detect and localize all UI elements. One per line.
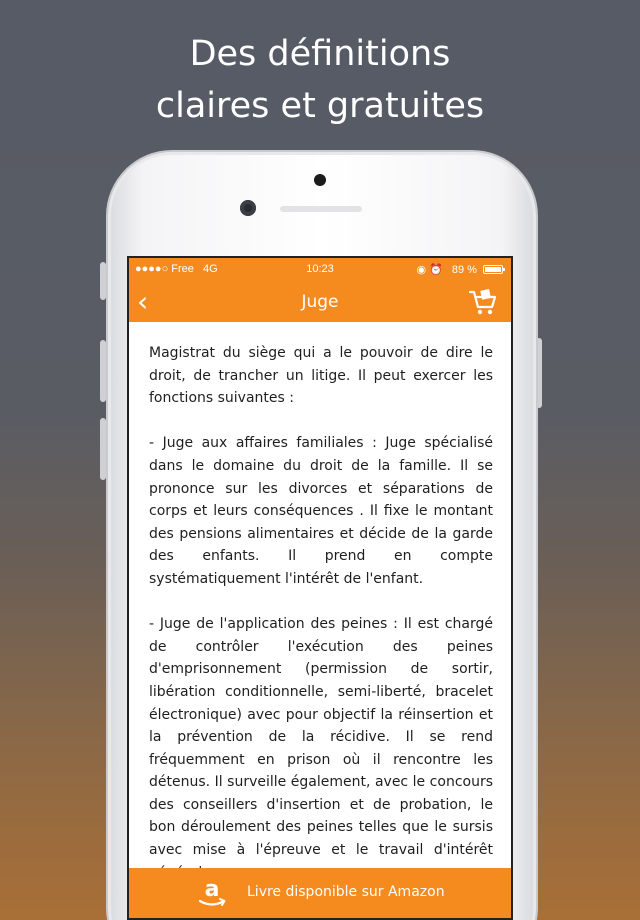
status-time: 10:23 [306, 263, 334, 275]
amazon-button[interactable] [129, 868, 511, 918]
chevron-left-icon[interactable]: ‹ [137, 285, 149, 318]
network-type: 4G [202, 263, 218, 275]
app-screen [127, 256, 513, 920]
headline-line-1: Des définitions [189, 34, 451, 74]
location-alarm-icon: ◉ ⏰ [416, 264, 443, 276]
status-right [416, 263, 503, 276]
status-bar [129, 258, 511, 282]
volume-down-button [100, 418, 106, 480]
definition-text [149, 342, 493, 907]
definition-paragraph-2: - Juge aux affaires familiales : Juge spécialisé dans le domaine du droit de la famille. Il se prononce sur les divorces et séparations de corps et leurs conséquences . Il fixe le montant des pensions alimentaires et décide de la garde des enfants. Il prend en compte systématiquement l'intérêt de l'enfant. [149, 435, 493, 587]
shopping-cart-icon[interactable] [469, 288, 497, 316]
mute-switch [100, 262, 106, 300]
page-title: Juge [301, 292, 339, 312]
volume-up-button [100, 340, 106, 402]
earpiece-speaker [280, 206, 362, 212]
headline [0, 28, 640, 132]
amazon-button-label: Livre disponible sur Amazon [247, 884, 445, 900]
svg-text:a: a [204, 877, 220, 902]
headline-line-2: claires et gratuites [155, 86, 485, 126]
battery-icon [483, 265, 503, 274]
definition-paragraph-3: - Juge de l'application des peines : Il est chargé de contrôler l'exécution des peines d'emprisonnement (permission de sortir, libération conditionnelle, semi-liberté, bracelet électronique) avec pour objectif la réinsertion et la prévention de la récidive. Il se rend fréquemment en prison où il rencontre les détenus. Il surveille également, avec le concours des conseillers d'insertion et de probation, le bon déroulement des peines telles que le sursis avec mise à l'épreuve et le travail d'intérêt [149, 616, 493, 859]
carrier-name: Free [171, 263, 194, 275]
power-button [536, 338, 542, 408]
navigation-bar [129, 282, 511, 322]
amazon-logo-icon [197, 876, 227, 910]
cart-svg [469, 288, 497, 316]
definition-paragraph-1: Magistrat du siège qui a le pouvoir de dire le droit, de trancher un litige. Il peut exercer les fonctions suivantes : [149, 345, 493, 407]
battery-percent: 89 % [451, 264, 477, 276]
front-camera-icon [240, 200, 256, 216]
proximity-sensor [314, 174, 326, 186]
signal-strength-icon: ●●●●○ [135, 263, 169, 275]
